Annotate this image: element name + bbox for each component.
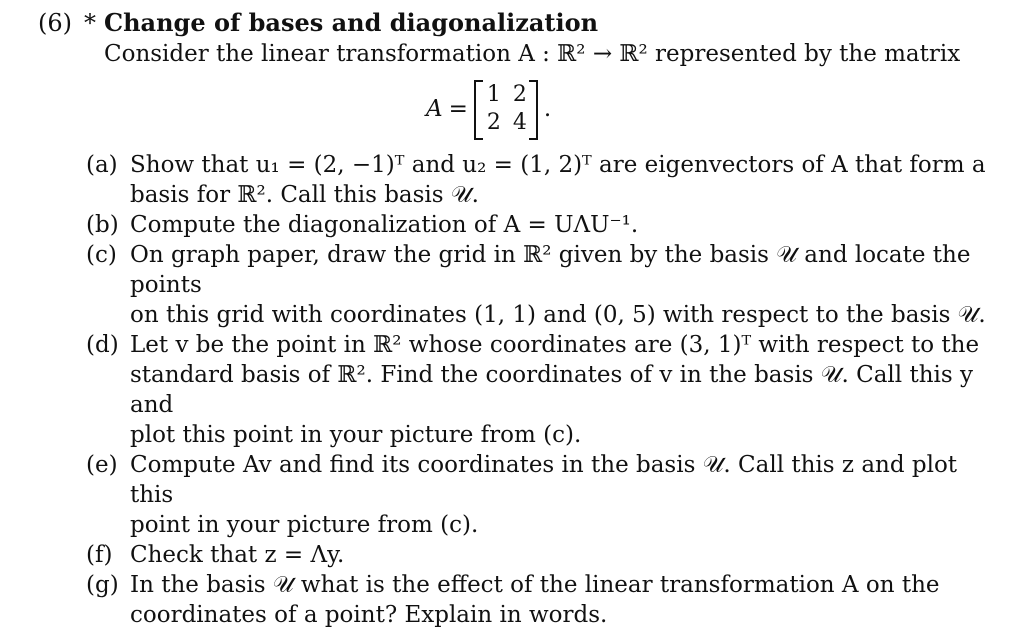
part-line: plot this point in your picture from (c). bbox=[130, 422, 582, 448]
part-label: (a) bbox=[86, 152, 118, 178]
part-label: (c) bbox=[86, 242, 117, 268]
part-label: (g) bbox=[86, 572, 119, 598]
problem-number: (6) bbox=[38, 9, 72, 37]
part-text bbox=[130, 330, 1006, 450]
part-line: Show that u₁ = (2, −1)ᵀ and u₂ = (1, 2)ᵀ are eigenvectors of A that form a bbox=[130, 152, 986, 178]
matrix-cell: 4 bbox=[512, 110, 527, 135]
star-marker: * bbox=[84, 9, 96, 37]
part-text bbox=[130, 450, 1006, 540]
left-bracket bbox=[474, 80, 483, 140]
part-text bbox=[130, 210, 1006, 240]
part-line: on this grid with coordinates (1, 1) and (0, 5) with respect to the basis 𝒰. bbox=[130, 302, 986, 328]
right-bracket bbox=[529, 80, 538, 140]
parts-list bbox=[86, 150, 1006, 630]
problem-title: Change of bases and diagonalization bbox=[104, 8, 599, 37]
part-line: In the basis 𝒰 what is the effect of the linear transformation A on the bbox=[130, 572, 940, 598]
part-line: Compute the diagonalization of A = UΛU⁻¹. bbox=[130, 212, 639, 238]
part-text bbox=[130, 150, 1006, 210]
matrix-cell: 1 bbox=[486, 82, 501, 107]
matrix-brackets bbox=[474, 80, 538, 138]
part-text bbox=[130, 540, 1006, 570]
matrix-symbol: A bbox=[426, 96, 443, 122]
matrix-cell: 2 bbox=[486, 110, 501, 135]
part-line: On graph paper, draw the grid in ℝ² given by the basis 𝒰 and locate the points bbox=[130, 242, 971, 298]
part-label: (e) bbox=[86, 452, 118, 478]
part-label: (d) bbox=[86, 332, 119, 358]
part-line: Check that z = Λy. bbox=[130, 542, 345, 568]
part-f bbox=[86, 540, 1006, 570]
part-label: (f) bbox=[86, 542, 113, 568]
part-line: Let v be the point in ℝ² whose coordinates are (3, 1)ᵀ with respect to the bbox=[130, 332, 980, 358]
part-line: coordinates of a point? Explain in words. bbox=[130, 602, 608, 628]
part-a bbox=[86, 150, 1006, 210]
part-line: basis for ℝ². Call this basis 𝒰. bbox=[130, 182, 479, 208]
part-e bbox=[86, 450, 1006, 540]
part-text bbox=[130, 240, 1006, 330]
problem-heading bbox=[38, 8, 598, 38]
part-label: (b) bbox=[86, 212, 119, 238]
problem-intro: Consider the linear transformation A : ℝ² → ℝ² represented by the matrix bbox=[104, 41, 961, 67]
part-line: Compute Av and find its coordinates in the basis 𝒰. Call this z and plot this bbox=[130, 452, 958, 508]
part-b bbox=[86, 210, 1006, 240]
part-line: point in your picture from (c). bbox=[130, 512, 479, 538]
equals-sign: = bbox=[448, 96, 468, 122]
part-g bbox=[86, 570, 1006, 630]
matrix-period: . bbox=[543, 96, 552, 122]
part-c bbox=[86, 240, 1006, 330]
matrix-equation bbox=[426, 78, 551, 140]
matrix-cell: 2 bbox=[512, 82, 527, 107]
part-text bbox=[130, 570, 1006, 630]
part-line: standard basis of ℝ². Find the coordinates of v in the basis 𝒰. Call this y and bbox=[130, 362, 973, 418]
part-d bbox=[86, 330, 1006, 450]
